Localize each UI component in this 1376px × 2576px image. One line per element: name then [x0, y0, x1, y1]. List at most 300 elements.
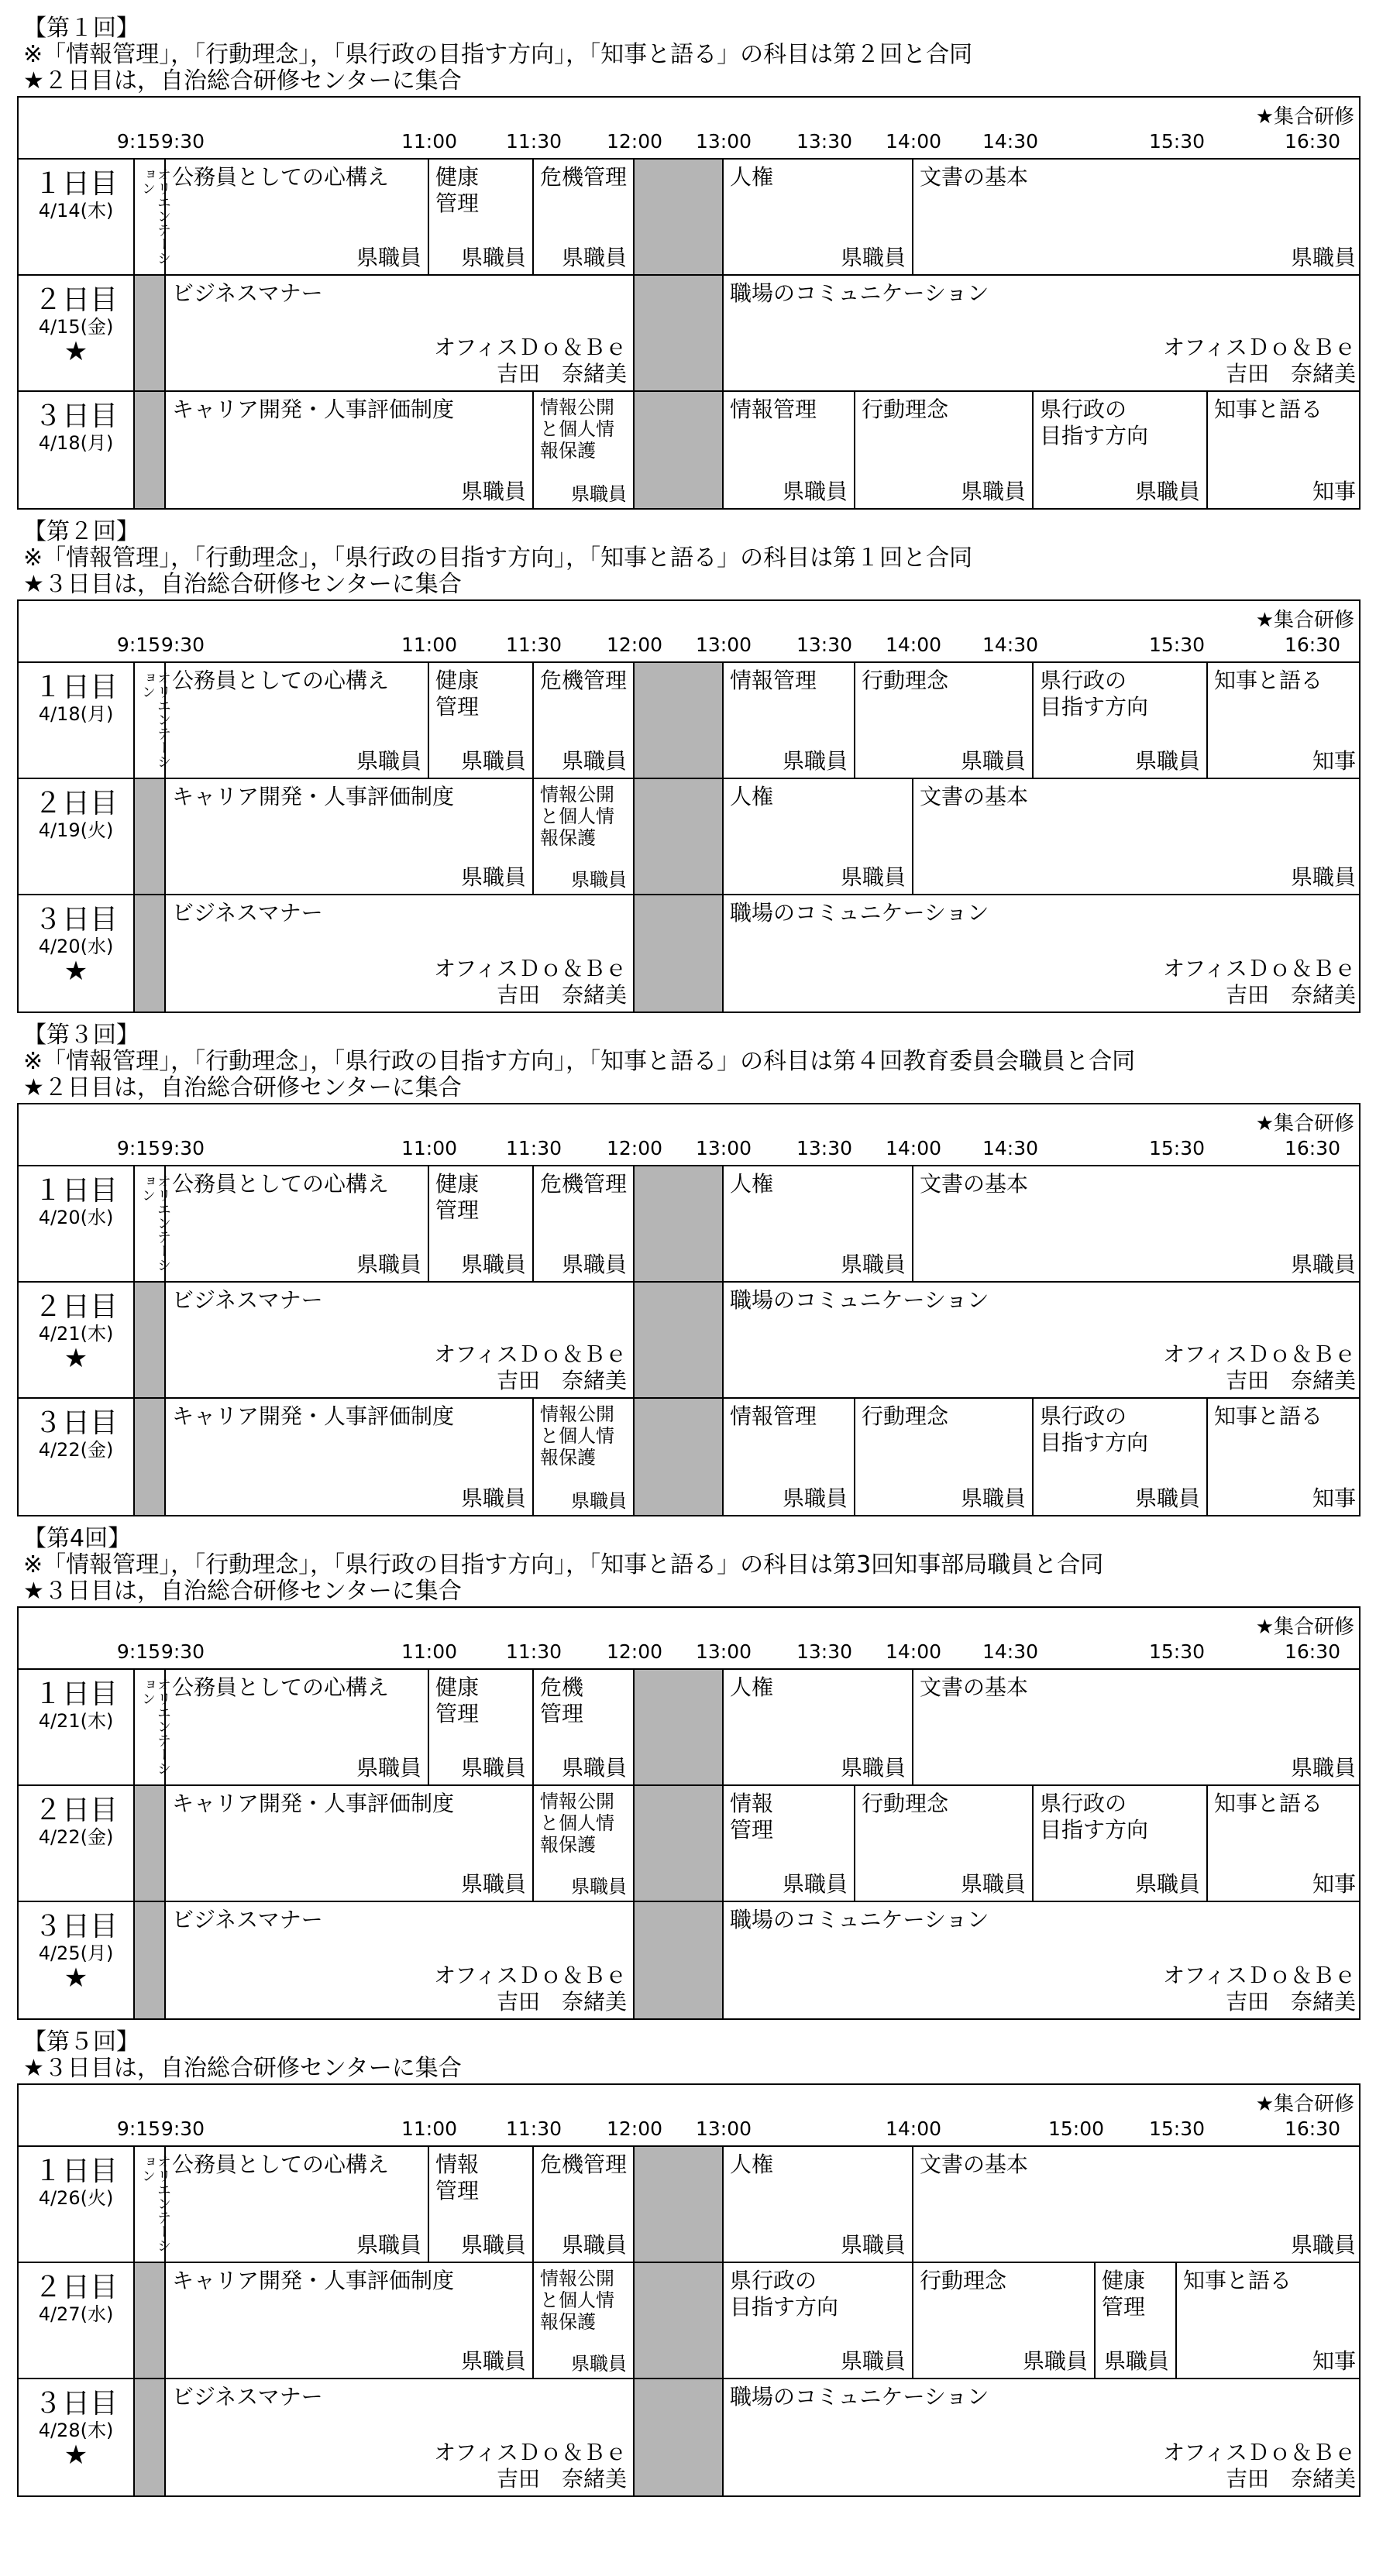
subject-title: ビジネスマナー: [172, 1907, 323, 1932]
subject-title: 公務員としての心構え: [172, 2152, 390, 2177]
time-tick: 13:30: [796, 634, 853, 656]
day-name: ３日目: [33, 2388, 118, 2420]
schedule-cell: [166, 1902, 635, 2018]
blank-cell: [135, 2263, 166, 2378]
day-date: 4/14(木): [38, 200, 114, 222]
schedule-cell: [913, 1166, 1362, 1281]
subject-title: 行動理念: [862, 1403, 949, 1429]
subject-title: 危機管理: [540, 668, 628, 693]
subject-title: 公務員としての心構え: [172, 668, 390, 693]
section-title: 【第２回】: [23, 518, 139, 545]
schedule-cell: [724, 276, 1362, 390]
instructor-label: [434, 956, 627, 1008]
schedule-cell: [166, 895, 635, 1012]
instructor-label: 県職員: [571, 1490, 627, 1512]
time-tick: 11:00: [401, 634, 458, 656]
timetable: [17, 2083, 1361, 2497]
time-tick: 9:30: [160, 634, 205, 656]
schedule-cell: [855, 1786, 1034, 1901]
day-date: 4/20(水): [38, 936, 114, 957]
time-tick: 15:30: [1148, 130, 1206, 153]
orientation-cell: [135, 1166, 171, 1281]
instructor-label: 県職員: [840, 864, 906, 890]
schedule-cell: [534, 779, 635, 894]
orientation-cell: [135, 160, 171, 274]
subject-title: キャリア開発・人事評価制度: [172, 397, 455, 422]
time-tick: 16:30: [1284, 1640, 1341, 1663]
time-tick: 11:00: [401, 1137, 458, 1159]
schedule-cell: [429, 1670, 534, 1784]
instructor-label: 県職員: [460, 1755, 526, 1781]
section-title: 【第１回】: [23, 15, 139, 42]
subject-title: ビジネスマナー: [172, 2384, 323, 2409]
subject-title: キャリア開発・人事評価制度: [172, 1791, 455, 1816]
subject-title: 公務員としての心構え: [172, 1674, 390, 1700]
schedule-cell: [1208, 1786, 1362, 1901]
schedule-cell: [534, 2147, 635, 2262]
schedule-cell: [534, 392, 635, 508]
instructor-line: 吉田 奈緒美: [1225, 982, 1356, 1008]
instructor-label: 県職員: [356, 245, 421, 270]
time-tick: 11:30: [505, 1640, 562, 1663]
schedule-cell: [166, 2263, 534, 2378]
time-tick: 11:30: [505, 634, 562, 656]
subject-title: 県行政の 目指す方向: [1040, 397, 1149, 448]
schedule-cell: [1177, 2263, 1362, 2378]
day-row: [19, 1670, 1359, 1786]
time-tick: 13:30: [796, 1640, 853, 1663]
day-label: [19, 2379, 135, 2495]
instructor-label: 県職員: [1290, 2232, 1356, 2258]
time-tick: 15:30: [1148, 1137, 1206, 1159]
subject-title: 知事と語る: [1214, 668, 1323, 693]
time-tick: 9:15: [116, 1137, 161, 1159]
instructor-label: 県職員: [561, 1252, 627, 1277]
section-title: 【第５回】: [23, 2028, 139, 2056]
day-row: [19, 160, 1359, 276]
time-tick: 15:30: [1148, 634, 1206, 656]
schedule-cell: [166, 779, 534, 894]
lunch-break-cell: [635, 1399, 724, 1515]
time-tick: 14:00: [885, 1640, 942, 1663]
schedule-cell: [913, 779, 1362, 894]
lunch-break-cell: [635, 1670, 724, 1784]
time-header-row: [19, 1608, 1359, 1670]
instructor-label: 県職員: [460, 1252, 526, 1277]
subject-title: 文書の基本: [920, 2152, 1029, 2177]
subject-title: 健康 管理: [1102, 2268, 1146, 2320]
schedule-cell: [429, 160, 534, 274]
blank-cell: [135, 1399, 166, 1515]
instructor-label: [434, 1963, 627, 2015]
time-header-row: [19, 601, 1359, 663]
schedule-cell: [913, 2263, 1096, 2378]
day-date: 4/21(木): [38, 1710, 114, 1732]
schedule-cell: [534, 1670, 635, 1784]
day-name: ３日目: [33, 1407, 118, 1439]
schedule-cell: [1034, 1399, 1208, 1515]
subject-title: ビジネスマナー: [172, 280, 323, 306]
time-tick: 9:15: [116, 1640, 161, 1663]
instructor-label: 県職員: [356, 2232, 421, 2258]
subject-title: 人権: [730, 2152, 774, 2177]
instructor-label: 県職員: [460, 2232, 526, 2258]
day-row: [19, 1283, 1359, 1399]
instructor-label: 県職員: [571, 1876, 627, 1898]
orientation-cell: [135, 1670, 171, 1784]
day-row: [19, 276, 1359, 392]
day-label: [19, 1786, 135, 1901]
subject-title: 県行政の 目指す方向: [1040, 668, 1149, 720]
time-tick: 13:00: [695, 130, 752, 153]
day-name: １日目: [33, 1678, 118, 1710]
subject-title: 危機管理: [540, 1171, 628, 1197]
subject-title: ビジネスマナー: [172, 1287, 323, 1313]
subject-title: 危機管理: [540, 164, 628, 190]
instructor-label: 知事: [1312, 1485, 1356, 1511]
subject-title: キャリア開発・人事評価制度: [172, 2268, 455, 2293]
subject-title: 情報 管理: [730, 1791, 774, 1843]
instructor-line: オフィスＤｏ＆Ｂｅ: [434, 956, 627, 981]
day-name: １日目: [33, 671, 118, 703]
group-training-label: ★集合研修: [1255, 2093, 1354, 2116]
day-name: ２日目: [33, 788, 118, 819]
subject-title: 行動理念: [862, 1791, 949, 1816]
section-title: 【第4回】: [23, 1525, 132, 1552]
timetable: [17, 96, 1361, 510]
instructor-label: 県職員: [782, 1871, 848, 1897]
instructor-line: 吉田 奈緒美: [496, 1989, 627, 2014]
time-tick: 13:30: [796, 130, 853, 153]
star-icon: ★: [64, 1963, 88, 1994]
instructor-label: [434, 335, 627, 387]
section-note-venue: ★２日目は，自治総合研修センターに集合: [23, 67, 462, 94]
subject-title: 情報管理: [730, 1403, 817, 1429]
schedule-cell: [724, 160, 913, 274]
day-date: 4/26(火): [38, 2187, 114, 2209]
time-tick: 13:00: [695, 2117, 752, 2140]
time-tick: 11:30: [505, 2117, 562, 2140]
time-tick: 12:00: [606, 2117, 663, 2140]
schedule-cell: [1208, 663, 1362, 778]
day-label: [19, 895, 135, 1012]
day-row: [19, 1399, 1359, 1515]
schedule-cell: [1034, 663, 1208, 778]
instructor-label: 県職員: [1022, 2348, 1088, 2374]
schedule-cell: [724, 1902, 1362, 2018]
subject-title: 文書の基本: [920, 1674, 1029, 1700]
schedule-cell: [724, 1283, 1362, 1397]
orientation-label: オリエンテーション: [139, 1174, 171, 1272]
schedule-cell: [166, 663, 429, 778]
time-tick: 15:30: [1148, 1640, 1206, 1663]
instructor-label: 県職員: [960, 748, 1026, 774]
day-name: ２日目: [33, 1291, 118, 1323]
schedule-cell: [855, 663, 1034, 778]
time-tick: 14:30: [982, 634, 1039, 656]
day-row: [19, 2147, 1359, 2263]
schedule-cell: [724, 2263, 913, 2378]
instructor-line: 吉田 奈緒美: [1225, 2466, 1356, 2492]
schedule-cell: [855, 1399, 1034, 1515]
day-row: [19, 663, 1359, 779]
day-label: [19, 392, 135, 508]
subject-title: 文書の基本: [920, 784, 1029, 809]
timetable: [17, 1606, 1361, 2020]
section-note: ※「情報管理」，「行動理念」，「県行政の目指す方向」，「知事と語る」の科目は第４回教育委員会職員と合同: [23, 1048, 1136, 1075]
instructor-line: 吉田 奈緒美: [496, 361, 627, 386]
schedule-cell: [534, 1786, 635, 1901]
instructor-label: 県職員: [460, 245, 526, 270]
star-icon: ★: [64, 2440, 88, 2471]
day-date: 4/22(金): [38, 1826, 114, 1848]
instructor-line: オフィスＤｏ＆Ｂｅ: [434, 2440, 627, 2465]
lunch-break-cell: [635, 392, 724, 508]
instructor-line: 吉田 奈緒美: [496, 982, 627, 1008]
instructor-line: オフィスＤｏ＆Ｂｅ: [434, 1341, 627, 1367]
schedule-cell: [724, 779, 913, 894]
schedule-cell: [166, 1670, 429, 1784]
time-tick: 13:00: [695, 1640, 752, 1663]
day-date: 4/20(水): [38, 1207, 114, 1228]
day-date: 4/19(火): [38, 819, 114, 841]
blank-cell: [135, 392, 166, 508]
day-label: [19, 1902, 135, 2018]
subject-title: 行動理念: [862, 397, 949, 422]
instructor-label: 県職員: [840, 2348, 906, 2374]
instructor-label: 県職員: [1134, 1871, 1200, 1897]
instructor-label: 県職員: [1290, 864, 1356, 890]
blank-cell: [135, 779, 166, 894]
subject-title: 情報公開 と個人情 報保護: [540, 397, 614, 462]
subject-title: 公務員としての心構え: [172, 164, 390, 190]
orientation-cell: [135, 2147, 171, 2262]
time-tick: 16:30: [1284, 2117, 1341, 2140]
schedule-cell: [1208, 1399, 1362, 1515]
schedule-cell: [855, 392, 1034, 508]
subject-title: 情報公開 と個人情 報保護: [540, 1791, 614, 1856]
instructor-label: 知事: [1312, 2348, 1356, 2374]
instructor-label: 県職員: [840, 245, 906, 270]
time-tick: 14:00: [885, 2117, 942, 2140]
time-tick: 14:00: [885, 634, 942, 656]
day-date: 4/18(月): [38, 703, 114, 725]
time-header-row: [19, 2085, 1359, 2147]
subject-title: 情報管理: [730, 397, 817, 422]
time-tick: 12:00: [606, 1137, 663, 1159]
instructor-label: 県職員: [960, 1485, 1026, 1511]
instructor-label: 県職員: [1290, 245, 1356, 270]
schedule-cell: [913, 160, 1362, 274]
subject-title: 情報公開 と個人情 報保護: [540, 2268, 614, 2333]
subject-title: 人権: [730, 164, 774, 190]
subject-title: 情報 管理: [435, 2152, 480, 2203]
instructor-line: 吉田 奈緒美: [496, 1368, 627, 1393]
star-icon: ★: [64, 1343, 88, 1374]
time-tick: 14:30: [982, 1137, 1039, 1159]
schedule-cell: [1034, 1786, 1208, 1901]
subject-title: 情報公開 と個人情 報保護: [540, 1403, 614, 1468]
orientation-label: オリエンテーション: [139, 671, 171, 768]
schedule-cell: [724, 2147, 913, 2262]
instructor-label: 県職員: [571, 483, 627, 505]
schedule-cell: [724, 1786, 855, 1901]
orientation-label: オリエンテーション: [139, 167, 171, 265]
time-tick: 14:30: [982, 130, 1039, 153]
time-tick: 11:00: [401, 130, 458, 153]
schedule-cell: [166, 1399, 534, 1515]
subject-title: 情報管理: [730, 668, 817, 693]
time-tick: 13:30: [796, 1137, 853, 1159]
lunch-break-cell: [635, 160, 724, 274]
instructor-label: [1163, 2440, 1356, 2492]
day-name: ３日目: [33, 904, 118, 936]
schedule-cell: [724, 895, 1362, 1012]
time-tick: 14:00: [885, 130, 942, 153]
day-date: 4/27(水): [38, 2303, 114, 2325]
orientation-label: オリエンテーション: [139, 2155, 171, 2252]
time-tick: 13:00: [695, 1137, 752, 1159]
day-label: [19, 1670, 135, 1784]
lunch-break-cell: [635, 779, 724, 894]
section-note-venue: ★３日目は，自治総合研修センターに集合: [23, 1578, 462, 1605]
subject-title: 職場のコミュニケーション: [730, 1287, 989, 1313]
blank-cell: [135, 1786, 166, 1901]
subject-title: 行動理念: [920, 2268, 1007, 2293]
instructor-label: [434, 1341, 627, 1394]
time-tick: 11:30: [505, 1137, 562, 1159]
schedule-cell: [166, 392, 534, 508]
schedule-cell: [429, 1166, 534, 1281]
day-name: ２日目: [33, 1795, 118, 1826]
instructor-line: オフィスＤｏ＆Ｂｅ: [434, 1963, 627, 1988]
day-name: １日目: [33, 1175, 118, 1207]
subject-title: 県行政の 目指す方向: [730, 2268, 839, 2320]
schedule-cell: [166, 276, 635, 390]
schedule-cell: [429, 663, 534, 778]
instructor-label: 県職員: [571, 2353, 627, 2375]
schedule-cell: [724, 663, 855, 778]
schedule-cell: [166, 1283, 635, 1397]
day-name: ３日目: [33, 400, 118, 432]
day-row: [19, 895, 1359, 1012]
subject-title: キャリア開発・人事評価制度: [172, 784, 455, 809]
lunch-break-cell: [635, 1902, 724, 2018]
subject-title: 知事と語る: [1183, 2268, 1292, 2293]
instructor-line: オフィスＤｏ＆Ｂｅ: [1163, 956, 1356, 981]
time-tick: 16:30: [1284, 1137, 1341, 1159]
section-note: ※「情報管理」，「行動理念」，「県行政の目指す方向」，「知事と語る」の科目は第１回と合同: [23, 544, 973, 572]
group-training-label: ★集合研修: [1255, 105, 1354, 129]
subject-title: キャリア開発・人事評価制度: [172, 1403, 455, 1429]
instructor-label: 県職員: [1134, 479, 1200, 504]
time-tick: 11:00: [401, 1640, 458, 1663]
instructor-label: [1163, 1341, 1356, 1394]
day-label: [19, 663, 135, 778]
timetable: [17, 599, 1361, 1013]
section-note-venue: ★３日目は，自治総合研修センターに集合: [23, 2055, 462, 2082]
time-tick: 15:30: [1148, 2117, 1206, 2140]
time-tick: 12:00: [606, 130, 663, 153]
instructor-label: [434, 2440, 627, 2492]
subject-title: 職場のコミュニケーション: [730, 2384, 989, 2409]
timetable: [17, 1103, 1361, 1516]
lunch-break-cell: [635, 895, 724, 1012]
instructor-label: 県職員: [561, 1755, 627, 1781]
lunch-break-cell: [635, 663, 724, 778]
instructor-line: 吉田 奈緒美: [1225, 1989, 1356, 2014]
day-label: [19, 160, 135, 274]
schedule-section: [0, 519, 1376, 1015]
schedule-cell: [1096, 2263, 1177, 2378]
instructor-label: 県職員: [1290, 1755, 1356, 1781]
schedule-cell: [724, 392, 855, 508]
day-label: [19, 1399, 135, 1515]
schedule-section: [0, 1526, 1376, 2021]
instructor-label: 県職員: [460, 864, 526, 890]
day-row: [19, 779, 1359, 895]
time-tick: 12:00: [606, 1640, 663, 1663]
instructor-label: 県職員: [1290, 1252, 1356, 1277]
lunch-break-cell: [635, 1166, 724, 1281]
day-row: [19, 2263, 1359, 2379]
day-row: [19, 1786, 1359, 1902]
lunch-break-cell: [635, 2379, 724, 2495]
blank-cell: [135, 1902, 166, 2018]
subject-title: 職場のコミュニケーション: [730, 1907, 989, 1932]
schedule-cell: [1034, 392, 1208, 508]
day-date: 4/22(金): [38, 1439, 114, 1461]
instructor-label: 県職員: [561, 245, 627, 270]
time-tick: 9:30: [160, 2117, 205, 2140]
day-date: 4/18(月): [38, 432, 114, 454]
instructor-line: オフィスＤｏ＆Ｂｅ: [434, 335, 627, 360]
day-name: ３日目: [33, 1911, 118, 1942]
subject-title: 健康 管理: [435, 1171, 480, 1223]
day-label: [19, 2147, 135, 2262]
star-icon: ★: [64, 336, 88, 367]
time-tick: 14:00: [885, 1137, 942, 1159]
schedule-cell: [534, 160, 635, 274]
day-label: [19, 1166, 135, 1281]
lunch-break-cell: [635, 276, 724, 390]
time-tick: 9:15: [116, 2117, 161, 2140]
day-row: [19, 2379, 1359, 2495]
time-tick: 15:00: [1047, 2117, 1105, 2140]
day-date: 4/25(月): [38, 1942, 114, 1964]
subject-title: 情報公開 と個人情 報保護: [540, 784, 614, 849]
instructor-label: [1163, 335, 1356, 387]
day-date: 4/28(木): [38, 2420, 114, 2441]
subject-title: 文書の基本: [920, 164, 1029, 190]
subject-title: ビジネスマナー: [172, 900, 323, 926]
day-date: 4/15(金): [38, 316, 114, 338]
section-title: 【第３回】: [23, 1022, 139, 1049]
schedule-section: [0, 2029, 1376, 2525]
instructor-label: [1163, 956, 1356, 1008]
schedule-cell: [913, 1670, 1362, 1784]
schedule-cell: [166, 160, 429, 274]
instructor-label: 県職員: [782, 1485, 848, 1511]
schedule-cell: [166, 2147, 429, 2262]
instructor-label: 知事: [1312, 1871, 1356, 1897]
subject-title: 職場のコミュニケーション: [730, 900, 989, 926]
day-label: [19, 1283, 135, 1397]
instructor-label: 県職員: [1134, 1485, 1200, 1511]
blank-cell: [135, 1283, 166, 1397]
time-tick: 9:15: [116, 634, 161, 656]
instructor-label: 県職員: [356, 748, 421, 774]
